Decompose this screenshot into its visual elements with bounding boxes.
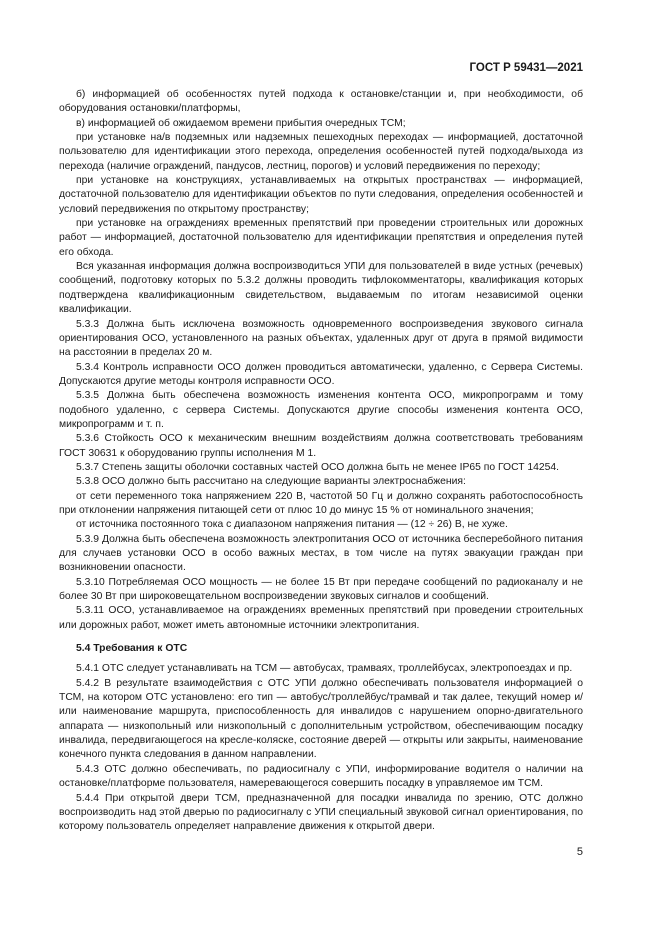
paragraph: при установке на/в подземных или надземных пешеходных переходах — информацией, достаточной пользователю для идентификации этого перехода, определения особенностей путей подхода/выхода из перехода (наличие ограждений, пандусов, лестниц, порогов) и условий передвижения по переходу;	[59, 132, 583, 172]
paragraph: при установке на конструкциях, устанавливаемых на открытых пространствах — информацией, достаточной пользователю для идентификации объектов по пути следования, определения особенностей и условий передвижения по открытому пространству;	[59, 175, 583, 215]
paragraph: 5.3.11 ОСО, устанавливаемое на ограждениях временных препятствий при проведении строительных или дорожных работ, может иметь автономные источники электропитания.	[59, 605, 583, 631]
paragraph: 5.3.5 Должна быть обеспечена возможность изменения контента ОСО, микропрограмм и тому подобного удаленно, с сервера Системы. Допускаются другие способы изменения контента ОСО, микропрограмм и т. п.	[59, 390, 583, 430]
paragraph: Вся указанная информация должна воспроизводиться УПИ для пользователей в виде устных (речевых) сообщений, подготовку которых по 5.3.2 должны проводить тифлокомментаторы, квалификация которых подтверждена квалификационным свидетельством, выдаваемым по итогам независимой оценки квалификации.	[59, 261, 583, 316]
paragraph: от сети переменного тока напряжением 220 В, частотой 50 Гц и должно сохранять работоспособность при отклонении напряжения питающей сети от плюс 10 до минус 15 % от номинального значения;	[59, 490, 583, 516]
paragraph: от источника постоянного тока с диапазоном напряжения питания — (12 ÷ 26) В, не хуже.	[76, 519, 508, 531]
document-header: ГОСТ Р 59431—2021	[469, 62, 583, 74]
paragraph: 5.4.2 В результате взаимодействия с ОТС УПИ должно обеспечивать пользователя информацией о ТСМ, на котором ОТС установлено: его тип — автобус/троллейбус/трамвай и так далее, текущий номер и/или наименование маршрута, приспособленность для инвалидов с нарушением опорно-двигательного аппарата — низкопольный или низкопольный с дополнительным устройством, обеспечивающим посадку инвалида, передвигающегося на кресле-коляске, состояние дверей — открыты или закрыты, наименование конечного пункта следования в данном направлении.	[59, 677, 583, 761]
paragraph: 5.4.4 При открытой двери ТСМ, предназначенной для посадки инвалида по зрению, ОТС должно воспроизводить над этой дверью по радиосигналу с УПИ специальный звуковой сигнал ориентирования, по которому пользователь определяет направление движения к открытой двери.	[59, 792, 583, 833]
paragraph: 5.3.10 Потребляемая ОСО мощность — не более 15 Вт при передаче сообщений по радиоканалу и не более 30 Вт при широковещательном воспроизведении звуковых сигналов и сообщений.	[59, 576, 583, 603]
paragraph: б) информацией об особенностях путей подхода к остановке/станции и, при необходимости, об оборудования остановки/платформы,	[59, 89, 583, 115]
page-number: 5	[576, 846, 583, 858]
paragraph: 5.4.1 ОТС следует устанавливать на ТСМ — автобусах, трамваях, троллейбусах, электропоездах и пр.	[76, 663, 573, 675]
section-heading: 5.4 Требования к ОТС	[76, 643, 188, 655]
paragraph: при установке на ограждениях временных препятствий при проведении строительных или дорожных работ — информацией, достаточной пользователю для идентификации препятствия и определения путей его обхода.	[59, 218, 583, 258]
paragraph: 5.3.7 Степень защиты оболочки составных частей ОСО должна быть не менее IP65 по ГОСТ 14254.	[76, 461, 560, 473]
paragraph: 5.3.3 Должна быть исключена возможность одновременного воспроизведения звукового сигнала ориентирования ОСО, установленного на разных объектах, удаленных друг от друга в прямой видимости на расстоянии в пределах 20 м.	[59, 318, 583, 359]
paragraph: 5.3.9 Должна быть обеспечена возможность электропитания ОСО от источника бесперебойного питания для случаев установки ОСО в особо важных местах, в том числе на путях эвакуации граждан при возникновении опасности.	[59, 533, 583, 574]
paragraph: в) информацией об ожидаемом времени прибытия очередных ТСМ;	[76, 117, 406, 129]
paragraph: 5.3.6 Стойкость ОСО к механическим внешним воздействиям должна соответствовать требованиям ГОСТ 30631 к оборудованию группы исполнения М 1.	[59, 433, 583, 459]
paragraph: 5.3.8 ОСО должно быть рассчитано на следующие варианты электроснабжения:	[76, 476, 466, 488]
document-body	[59, 88, 583, 835]
paragraph: 5.4.3 ОТС должно обеспечивать, по радиосигналу с УПИ, информирование водителя о наличии на остановке/платформе пользователя, намеревающегося совершить посадку в управляемое им ТСМ.	[59, 763, 583, 790]
paragraph: 5.3.4 Контроль исправности ОСО должен проводиться автоматически, удаленно, с Сервера Системы. Допускаются другие методы контроля исправности ОСО.	[59, 361, 583, 387]
